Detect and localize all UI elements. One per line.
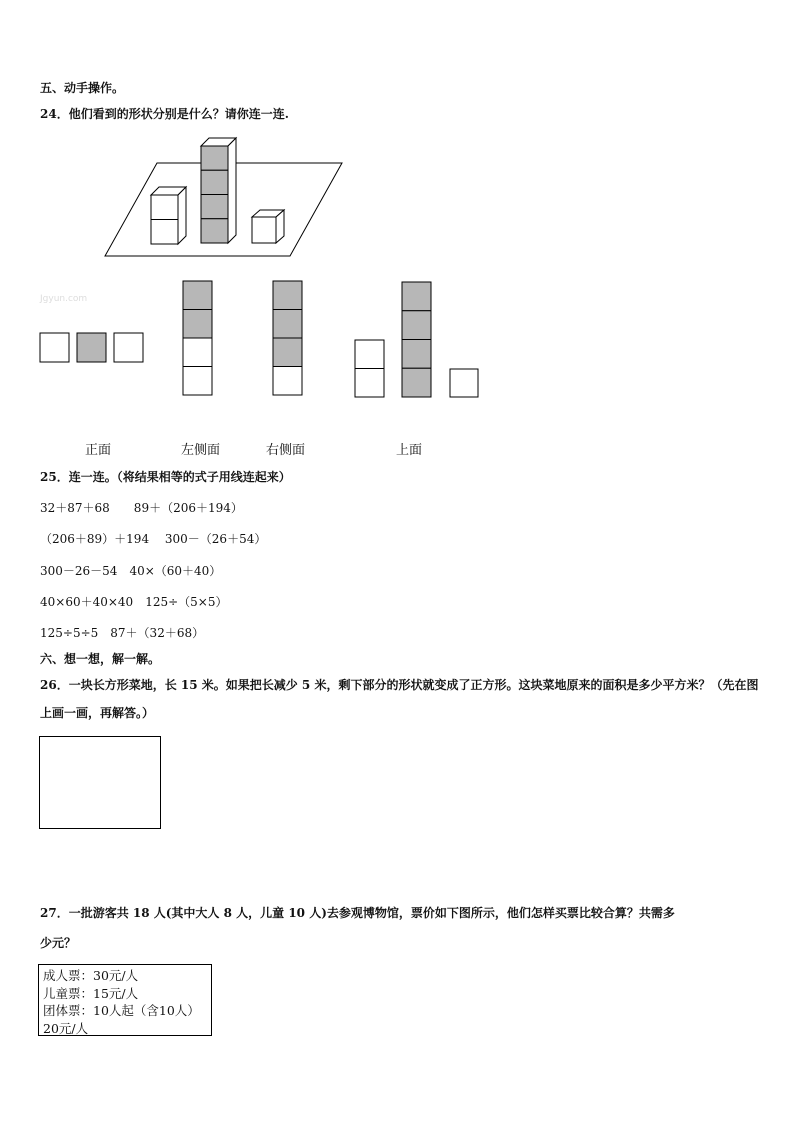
question-27-line-1: 27．一批游客共 18 人(其中大人 8 人，儿童 10 人)去参观博物馆，票价如下图所示，他们怎样买票比较合算？共需多: [40, 906, 675, 920]
single-cube: [252, 210, 284, 243]
expression-row: 40×60＋40×40 125÷（5×5）: [40, 595, 228, 609]
view-option-3: [273, 281, 302, 395]
expression-row: 32＋87＋68 89＋（206＋194）: [40, 501, 243, 515]
answer-drawing-box[interactable]: [39, 736, 161, 829]
child-ticket-price: 儿童票：15元/人: [43, 985, 139, 1001]
question-26-text: 26．一块长方形菜地，长 15 米。如果把长减少 5 米，剩下部分的形状就变成了正方形。这块菜地原来的面积是多少平方米？（先在图上画一画，再解答。）: [40, 678, 759, 720]
expression-row: 300－26－54 40×（60＋40）: [40, 564, 222, 578]
label-top: 上面: [396, 443, 423, 458]
label-left-side: 左侧面: [181, 443, 221, 458]
label-right-side: 右侧面: [266, 443, 306, 458]
view-option-2: [183, 281, 212, 395]
group-ticket-price: 20元/人: [43, 1020, 89, 1036]
question-25-text: 25．连一连。（将结果相等的式子用线连起来）: [40, 470, 291, 484]
expression-row: （206＋89）＋194 300－（26＋54）: [40, 532, 267, 546]
section-5-heading: 五、动手操作。: [40, 81, 125, 95]
view-option-1: [40, 333, 143, 362]
ticket-price-box: [38, 964, 212, 1036]
question-24-figure: [0, 0, 794, 470]
section-6-heading: 六、想一想，解一解。: [40, 652, 161, 666]
adult-ticket-price: 成人票：30元/人: [43, 968, 139, 983]
question-27-line-2: 少元？: [40, 936, 77, 950]
question-24-text: 24．他们看到的形状分别是什么？请你连一连.: [40, 107, 289, 121]
group-ticket-rule: 团体票：10人起（含10人）: [43, 1003, 200, 1018]
expression-row: 125÷5÷5 87＋（32＋68）: [40, 626, 205, 640]
view-option-4: [355, 282, 478, 397]
label-front: 正面: [85, 443, 112, 458]
left-cube-stack: [151, 187, 186, 244]
tall-cube-stack: [201, 138, 236, 243]
watermark: Jgyun.com: [40, 294, 88, 304]
